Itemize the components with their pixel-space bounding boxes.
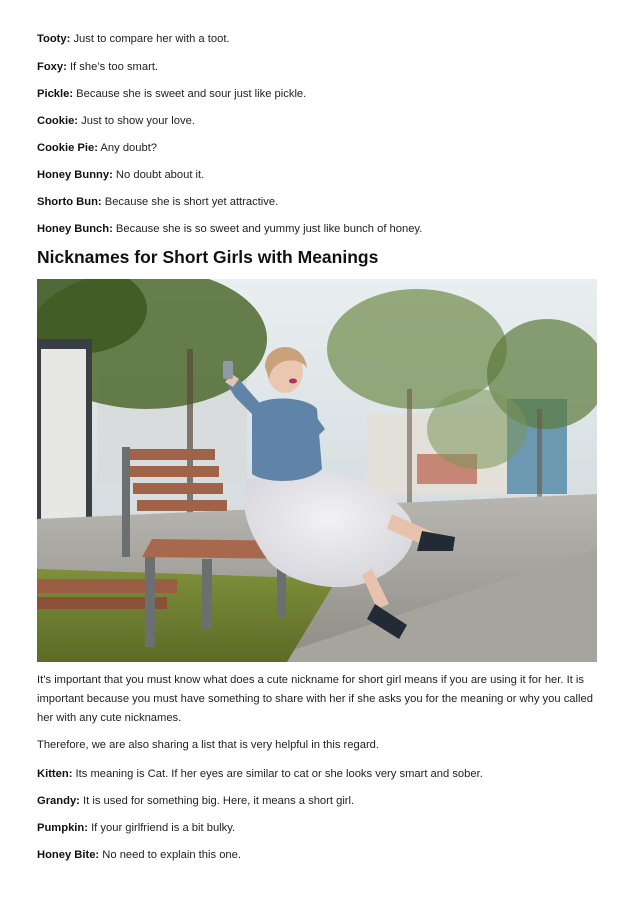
nickname-entry (37, 140, 157, 156)
nickname-entry (37, 820, 235, 836)
paragraph-importance: It’s important that you must know what does a cute nickname for short girl means if you are using it for her. It is important because you must have something to share with her if she asks you for the meaning or why you called her with any cute nicknames. (37, 674, 593, 724)
nickname-term: Tooty: (37, 33, 71, 45)
nickname-term: Honey Bunny: (37, 169, 113, 181)
nickname-desc: Because she is short yet attractive. (101, 196, 279, 208)
nickname-desc: Just to compare her with a toot. (70, 33, 230, 45)
nickname-entry (37, 194, 278, 210)
nickname-entry (37, 31, 230, 47)
nickname-desc: Because she is sweet and sour just like pickle. (73, 88, 307, 100)
nickname-term: Kitten: (37, 768, 73, 780)
nickname-entry (37, 221, 422, 237)
nickname-term: Foxy: (37, 61, 67, 73)
nickname-term: Honey Bunch: (37, 223, 113, 235)
nickname-desc: No need to explain this one. (99, 849, 241, 861)
nickname-entry (37, 113, 195, 129)
nickname-term: Pumpkin: (37, 822, 88, 834)
nickname-entry (37, 59, 158, 75)
nickname-desc: It is used for something big. Here, it means a short girl. (79, 795, 355, 807)
nickname-term: Pickle: (37, 88, 74, 100)
nickname-desc: Because she is so sweet and yummy just like bunch of honey. (112, 223, 423, 235)
nickname-term: Honey Bite: (37, 849, 100, 861)
nickname-desc: If she’s too smart. (66, 61, 159, 73)
nickname-entry (37, 847, 241, 863)
nickname-term: Grandy: (37, 795, 80, 807)
nickname-desc: Just to show your love. (78, 115, 195, 127)
nickname-entry (37, 167, 204, 183)
nickname-entry (37, 793, 354, 809)
paragraph-list-intro: Therefore, we are also sharing a list that is very helpful in this regard. (37, 739, 380, 751)
nickname-term: Cookie Pie: (37, 142, 98, 154)
nickname-entry (37, 86, 306, 102)
nickname-desc: If your girlfriend is a bit bulky. (87, 822, 236, 834)
nickname-term: Shorto Bun: (37, 196, 102, 208)
photo-girl-on-bench (37, 279, 597, 662)
nickname-term: Cookie: (37, 115, 79, 127)
nickname-desc: No doubt about it. (112, 169, 205, 181)
nickname-desc: Any doubt? (97, 142, 158, 154)
section-heading: Nicknames for Short Girls with Meanings (37, 247, 379, 267)
nickname-entry (37, 766, 483, 782)
nickname-desc: Its meaning is Cat. If her eyes are similar to cat or she looks very smart and sober. (72, 768, 483, 780)
